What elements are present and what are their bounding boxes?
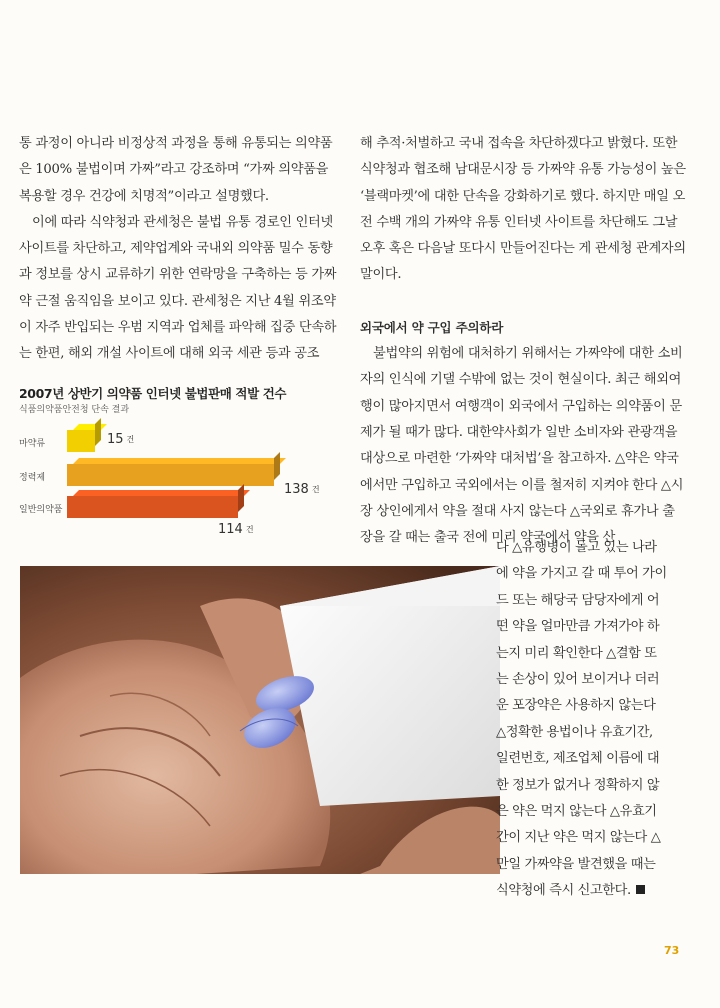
value-label xyxy=(107,432,134,447)
wrap-line: 한 정보가 없거나 정확하지 않 xyxy=(496,777,660,793)
right-text-column xyxy=(360,131,686,551)
category-label: 마약류 xyxy=(19,439,46,449)
wrap-line: △정확한 용법이나 유효기간, xyxy=(496,724,653,740)
value-unit: 건 xyxy=(311,485,320,494)
chart-subtitle: 식품의약품안전청 단속 결과 xyxy=(19,405,130,415)
right-paragraph-2: 불법약의 위험에 대처하기 위해서는 가짜약에 대한 소비자의 인식에 기댈 수밖에 없는 것이 현실이다. 최근 해외여행이 많아지면서 여행객이 외국에서 구입하는 의약품이 문제가 될 때가 많다. 대한약사회가 일반 소비자와 관광객을 대상으로 마련한 ‘가짜약 대처법’을 참고하자. △약은 약국에서만 구입하고 국외에서는 이를 철저히 지켜야 한다 △시장 상인에게서 약을 절대 사지 않는다 △국외로 휴가나 출장을 갈 때는 출국 전에 미리 약국에서 약을 산 xyxy=(360,346,684,546)
page-number: 73 xyxy=(664,944,680,957)
bar-side-face xyxy=(238,484,244,512)
category-label: 정력제 xyxy=(19,473,46,483)
value-unit: 건 xyxy=(245,525,254,534)
bar-chart xyxy=(19,384,349,544)
wrap-line: 떤 약을 얼마만큼 가져가야 하 xyxy=(496,619,660,635)
wrap-line: 일련번호, 제조업체 이름에 대 xyxy=(496,751,660,767)
value-number: 138 xyxy=(284,482,309,497)
value-number: 114 xyxy=(218,522,243,537)
bar-front-face xyxy=(67,464,274,486)
wrap-line: 드 또는 해당국 담당자에게 어 xyxy=(496,592,660,608)
chart-bar xyxy=(67,496,238,518)
wrap-line-last xyxy=(496,878,686,904)
value-unit: 건 xyxy=(126,435,135,444)
chart-bar xyxy=(67,430,95,452)
value-label xyxy=(284,482,320,497)
wrap-line: 에 약을 가지고 갈 때 투어 가이 xyxy=(496,566,667,582)
right-paragraph-1: 해 추적·처벌하고 국내 접속을 차단하겠다고 밝혔다. 또한 식약청과 협조해 남대문시장 등 가짜약 유통 가능성이 높은 ‘블랙마켓’에 대한 단속을 강화하기로 했다. 하지만 매일 오전 수백 개의 가짜약 유통 인터넷 사이트를 차단해도 그날 오후 혹은 다음날 또다시 만들어진다는 게 관세청 관계자의 말이다. xyxy=(360,136,686,283)
bar-side-face xyxy=(95,418,101,446)
left-paragraph-2: 이에 따라 식약청과 관세청은 불법 유통 경로인 인터넷 사이트를 차단하고, 제약업계와 국내외 의약품 밀수 동향과 정보를 상시 교류하기 위한 연락망을 구축하는 등 가짜약 근절 움직임을 보이고 있다. 관세청은 지난 4월 위조약이 자주 반입되는 우범 지역과 업체를 파악해 집중 단속하는 한편, 해외 개설 사이트에 대해 외국 세관 등과 공조 xyxy=(19,214,337,362)
wrap-line: 만일 가짜약을 발견했을 때는 xyxy=(496,856,656,872)
wrap-line: 운 포장약은 사용하지 않는다 xyxy=(496,698,656,714)
bar-side-face xyxy=(274,452,280,480)
photo-svg xyxy=(20,566,500,874)
wrapped-text-column xyxy=(496,535,686,905)
section-subheading: 외국에서 약 구입 주의하라 xyxy=(360,319,504,335)
category-label: 일반의약품 xyxy=(19,505,63,515)
bar-front-face xyxy=(67,496,238,518)
wrap-line: 은 약은 먹지 않는다 △유효기 xyxy=(496,804,657,820)
value-number: 15 xyxy=(107,432,124,447)
left-text-column xyxy=(19,131,341,368)
wrap-line: 다 △유행병이 돌고 있는 나라 xyxy=(496,540,657,555)
bar-front-face xyxy=(67,430,95,452)
end-mark-icon xyxy=(636,885,645,894)
wrap-line: 는지 미리 확인한다 △결함 또 xyxy=(496,645,657,661)
wrap-line-text: 식약청에 즉시 신고한다. xyxy=(496,883,631,899)
left-paragraph-1: 통 과정이 아니라 비정상적 과정을 통해 유통되는 의약품은 100% 불법이며 가짜”라고 강조하며 “가짜 의약품을 복용할 경우 건강에 치명적”이라고 설명했다. xyxy=(19,136,333,204)
chart-title: 2007년 상반기 의약품 인터넷 불법판매 적발 건수 xyxy=(19,386,287,401)
wrap-line: 간이 지난 약은 먹지 않는다 △ xyxy=(496,830,661,846)
chart-bar xyxy=(67,464,274,486)
value-label xyxy=(218,522,254,537)
wrap-line: 는 손상이 있어 보이거나 더러 xyxy=(496,672,660,688)
hand-pills-photo xyxy=(20,566,500,874)
